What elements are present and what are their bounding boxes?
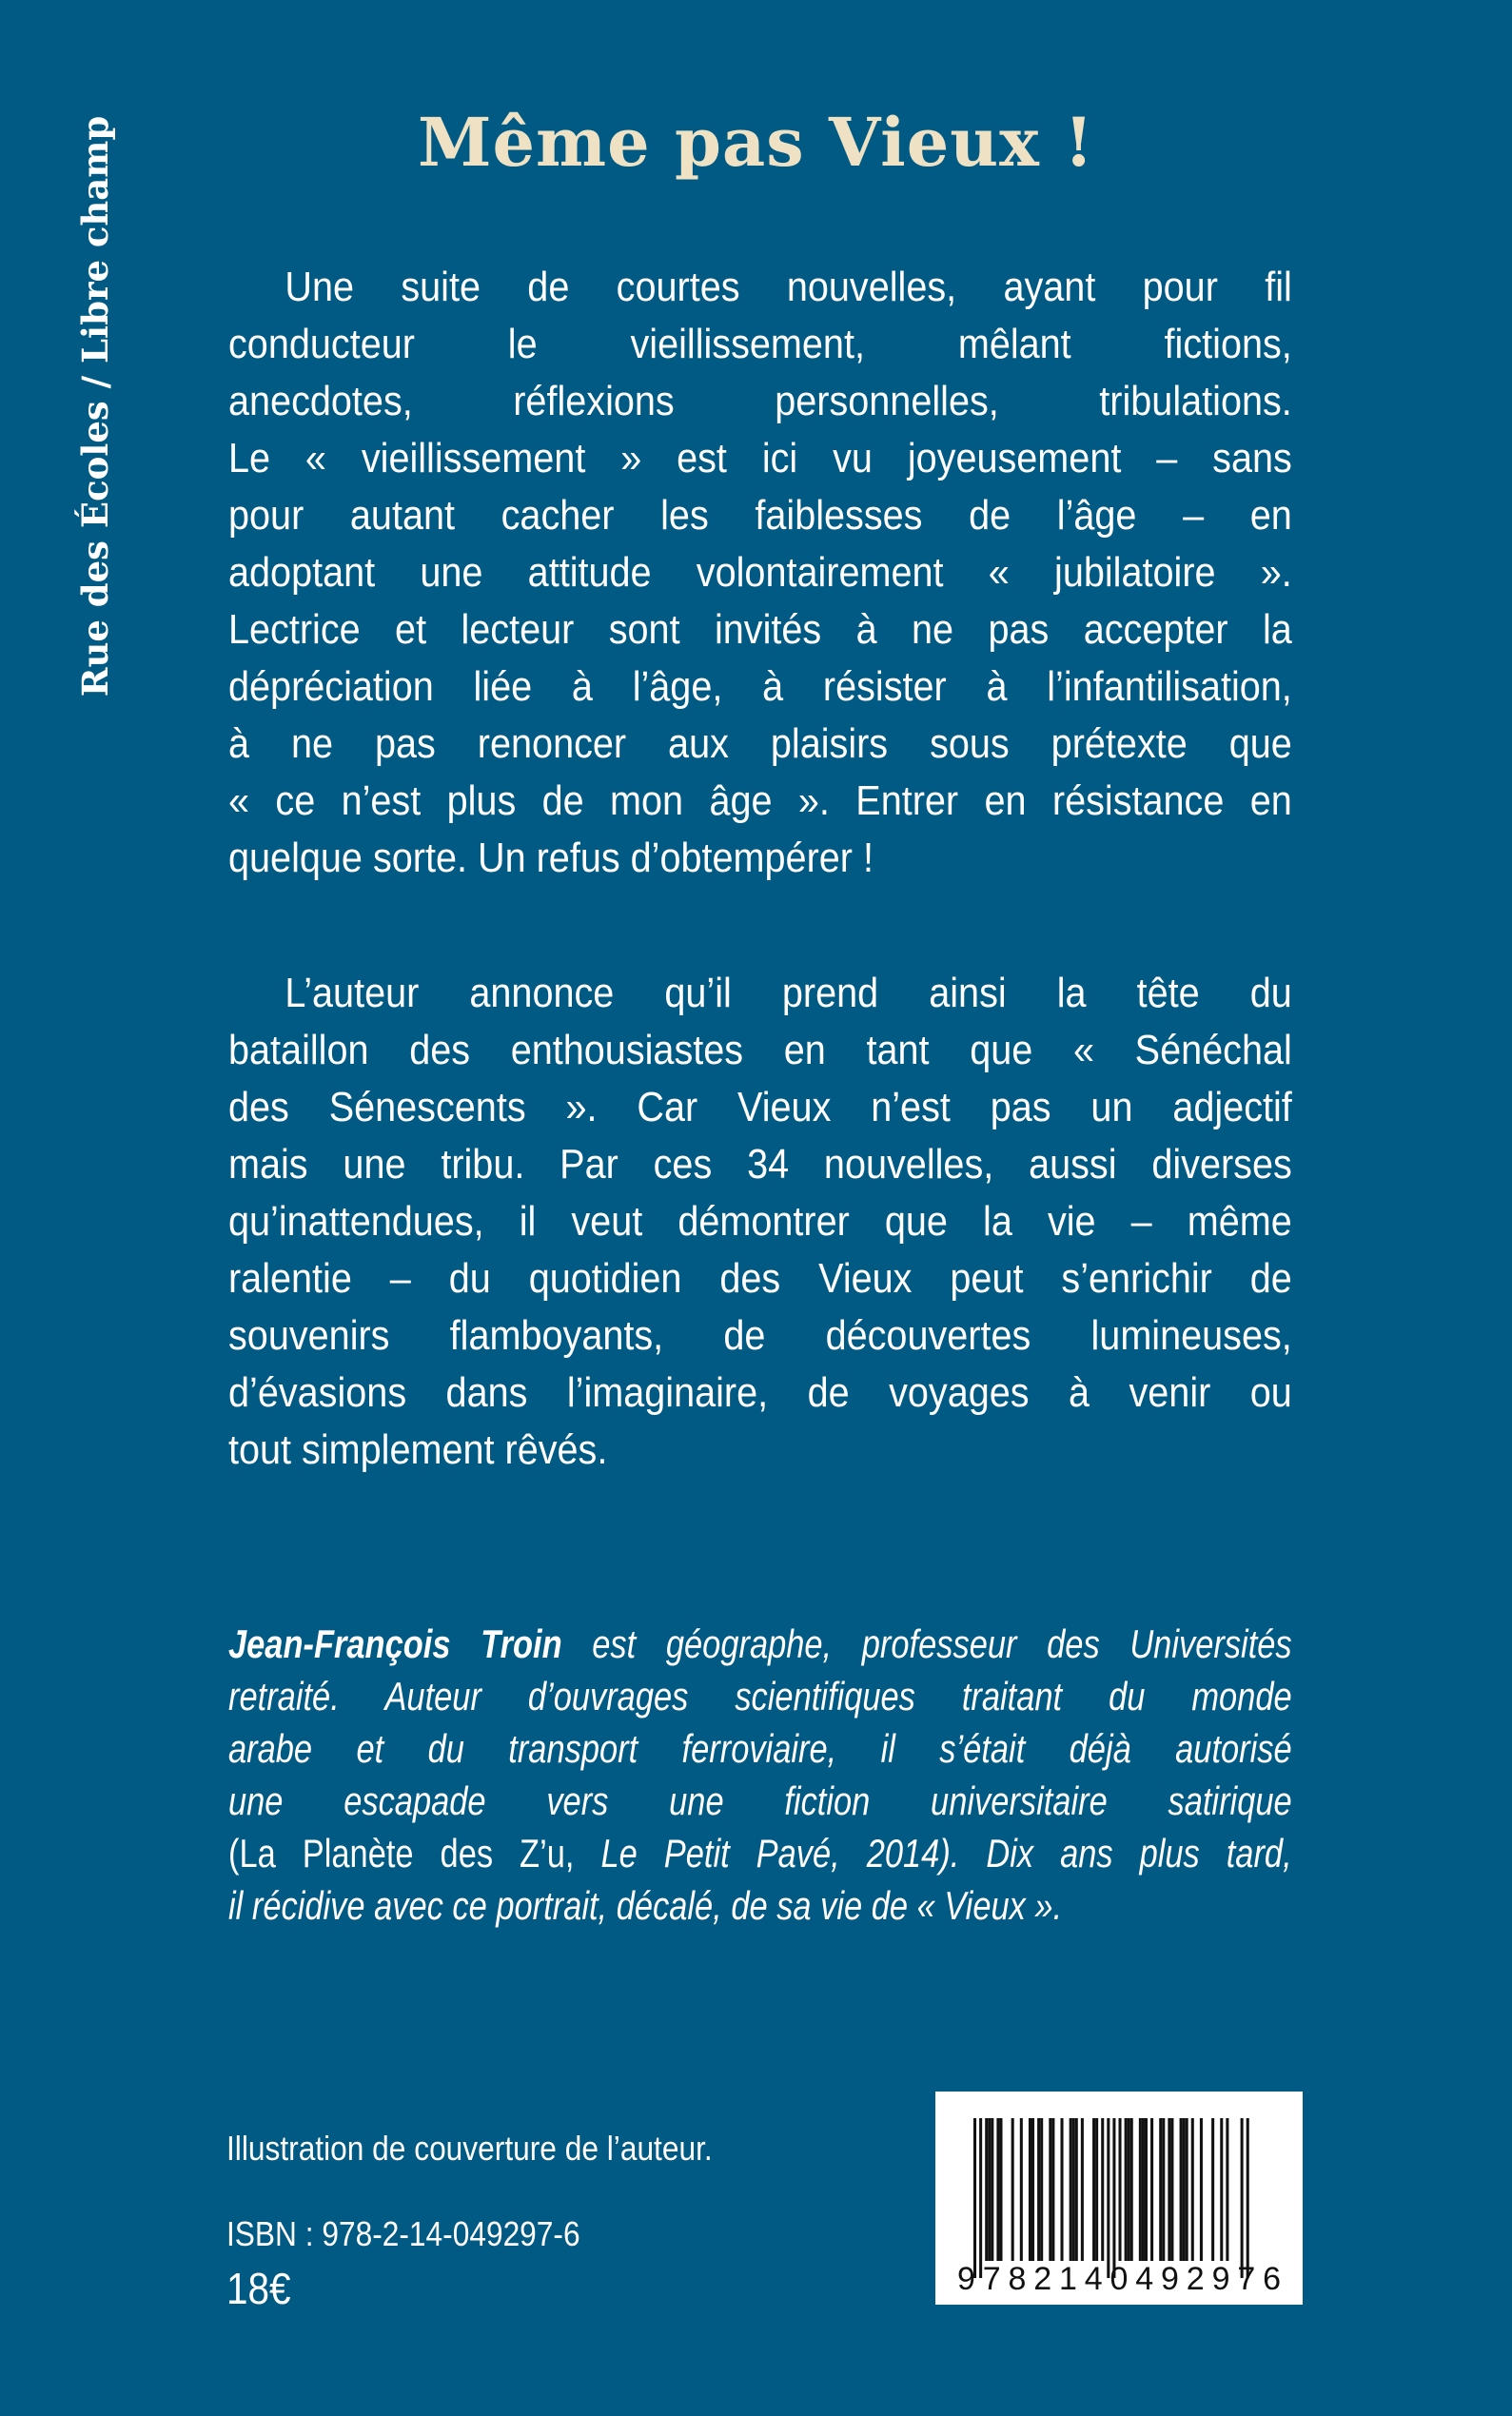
barcode-bar <box>1061 2118 1064 2261</box>
barcode-bar <box>1011 2118 1014 2261</box>
barcode-bar <box>1072 2118 1075 2261</box>
barcode-digits: 9782140492976 <box>957 2261 1281 2297</box>
barcode-bar <box>1095 2118 1098 2261</box>
text-line: qu’inattendues, il veut démontrer que la vie – même <box>228 1198 1292 1245</box>
text-line: adoptant une attitude volontairement « jubilatoire ». <box>228 549 1292 596</box>
text-line: d’évasions dans l’imaginaire, de voyages à venir ou <box>228 1369 1292 1416</box>
text-line: tout simplement rêvés. <box>228 1426 608 1473</box>
bio-line: il récidive avec ce portrait, décalé, de sa vie de « Vieux ». <box>228 1883 1063 1928</box>
price: 18€ <box>226 2264 291 2313</box>
bio-text: est géographe, professeur des Universités <box>561 1621 1292 1666</box>
barcode-bar <box>1020 2118 1023 2261</box>
barcode-bar <box>1170 2118 1173 2261</box>
text-line: quelque sorte. Un refus d’obtempérer ! <box>228 835 874 881</box>
text-line: souvenirs flamboyants, de découvertes lumineuses, <box>228 1312 1292 1359</box>
barcode-bar <box>1112 2118 1115 2278</box>
barcode-bar <box>1051 2118 1054 2261</box>
barcode-bar <box>1037 2118 1040 2261</box>
barcode-bar <box>1241 2118 1244 2278</box>
text-line: « ce n’est plus de mon âge ». Entrer en résistance en <box>228 777 1292 824</box>
barcode-bar <box>1180 2118 1183 2261</box>
text-line: Une suite de courtes nouvelles, ayant pour fil <box>285 264 1292 310</box>
book-title: Même pas Vieux ! <box>417 103 1094 182</box>
barcode-bar <box>1168 2118 1170 2261</box>
text-line: conducteur le vieillissement, mêlant fictions, <box>228 321 1292 367</box>
barcode-bar <box>1031 2118 1034 2261</box>
barcode-bar <box>1142 2118 1145 2261</box>
barcode-bar <box>1119 2118 1122 2261</box>
isbn-barcode <box>935 2092 1303 2305</box>
barcode-bar <box>1150 2118 1153 2261</box>
bio-text: Le Petit Pavé, 2014). Dix ans plus tard, <box>600 1831 1292 1876</box>
text-line: bataillon des enthousiastes en tant que « Sénéchal <box>228 1027 1292 1073</box>
barcode-bar <box>1081 2118 1084 2261</box>
bio-line: une escapade vers une fiction universitaire satirique <box>228 1778 1292 1823</box>
bio-book-reference: (La Planète des Z’u, <box>228 1831 601 1876</box>
barcode-bar <box>1159 2118 1162 2261</box>
barcode-bar <box>1183 2118 1186 2261</box>
barcode-bar <box>1125 2118 1128 2261</box>
barcode-bar <box>973 2118 976 2278</box>
barcode-bar <box>1070 2118 1072 2261</box>
barcode-bar <box>1107 2118 1109 2278</box>
barcode-bar <box>1162 2118 1165 2261</box>
barcode-bar <box>1128 2118 1130 2261</box>
text-line: Le « vieillissement » est ici vu joyeusement – sans <box>228 435 1292 481</box>
barcode-bar <box>1211 2118 1214 2261</box>
synopsis-paragraph-2 <box>228 965 1292 1479</box>
text-line: à ne pas renoncer aux plaisirs sous prétexte que <box>228 720 1292 767</box>
illustration-credit: Illustration de couverture de l’auteur. <box>226 2129 713 2168</box>
barcode-bar <box>1049 2118 1051 2261</box>
text-line: Lectrice et lecteur sont invités à ne pas accepter la <box>228 606 1292 653</box>
author-bio <box>228 1618 1292 1932</box>
barcode-bar <box>1130 2118 1133 2261</box>
bio-line: retraité. Auteur d’ouvrages scientifiques traitant du monde <box>228 1674 1292 1719</box>
text-line: L’auteur annonce qu’il prend ainsi la tête du <box>285 970 1292 1016</box>
barcode-bar <box>1145 2118 1148 2261</box>
barcode-bar <box>1186 2118 1188 2261</box>
barcode-bar <box>1200 2118 1203 2261</box>
barcode-bar <box>1040 2118 1043 2261</box>
barcode-bar <box>996 2118 999 2261</box>
text-line: anecdotes, réflexions personnelles, tribulations. <box>228 378 1292 424</box>
text-line: mais une tribu. Par ces 34 nouvelles, aussi diverses <box>228 1141 1292 1188</box>
barcode-bar <box>985 2118 988 2261</box>
barcode-bar <box>1075 2118 1078 2261</box>
barcode-bar <box>1247 2118 1249 2278</box>
barcode-bar <box>1092 2118 1095 2261</box>
barcode-bar <box>988 2118 991 2261</box>
barcode-bar <box>1226 2118 1228 2261</box>
barcode-bar <box>1139 2118 1142 2261</box>
isbn: ISBN : 978-2-14-049297-6 <box>226 2214 580 2253</box>
synopsis-paragraph-1 <box>228 259 1292 887</box>
barcode-bar <box>999 2118 1002 2261</box>
barcode-bar <box>1101 2118 1104 2261</box>
spine-collection-label: Rue des Écoles / Libre champ <box>74 115 116 697</box>
bio-line: arabe et du transport ferroviaire, il s’était déjà autorisé <box>228 1726 1292 1771</box>
text-line: ralentie – du quotidien des Vieux peut s’enrichir de <box>228 1255 1292 1302</box>
text-line: des Sénescents ». Car Vieux n’est pas un adjectif <box>228 1084 1292 1130</box>
barcode-bar <box>979 2118 982 2278</box>
author-name: Jean-François Troin <box>228 1621 562 1666</box>
barcode-bar <box>991 2118 993 2261</box>
text-line: dépréciation liée à l’âge, à résister à l’infantilisation, <box>228 663 1292 710</box>
barcode-bar <box>1029 2118 1031 2261</box>
text-line: pour autant cacher les faiblesses de l’âge – en <box>228 492 1292 539</box>
barcode-bar <box>1191 2118 1194 2261</box>
barcode-bar <box>1220 2118 1223 2261</box>
